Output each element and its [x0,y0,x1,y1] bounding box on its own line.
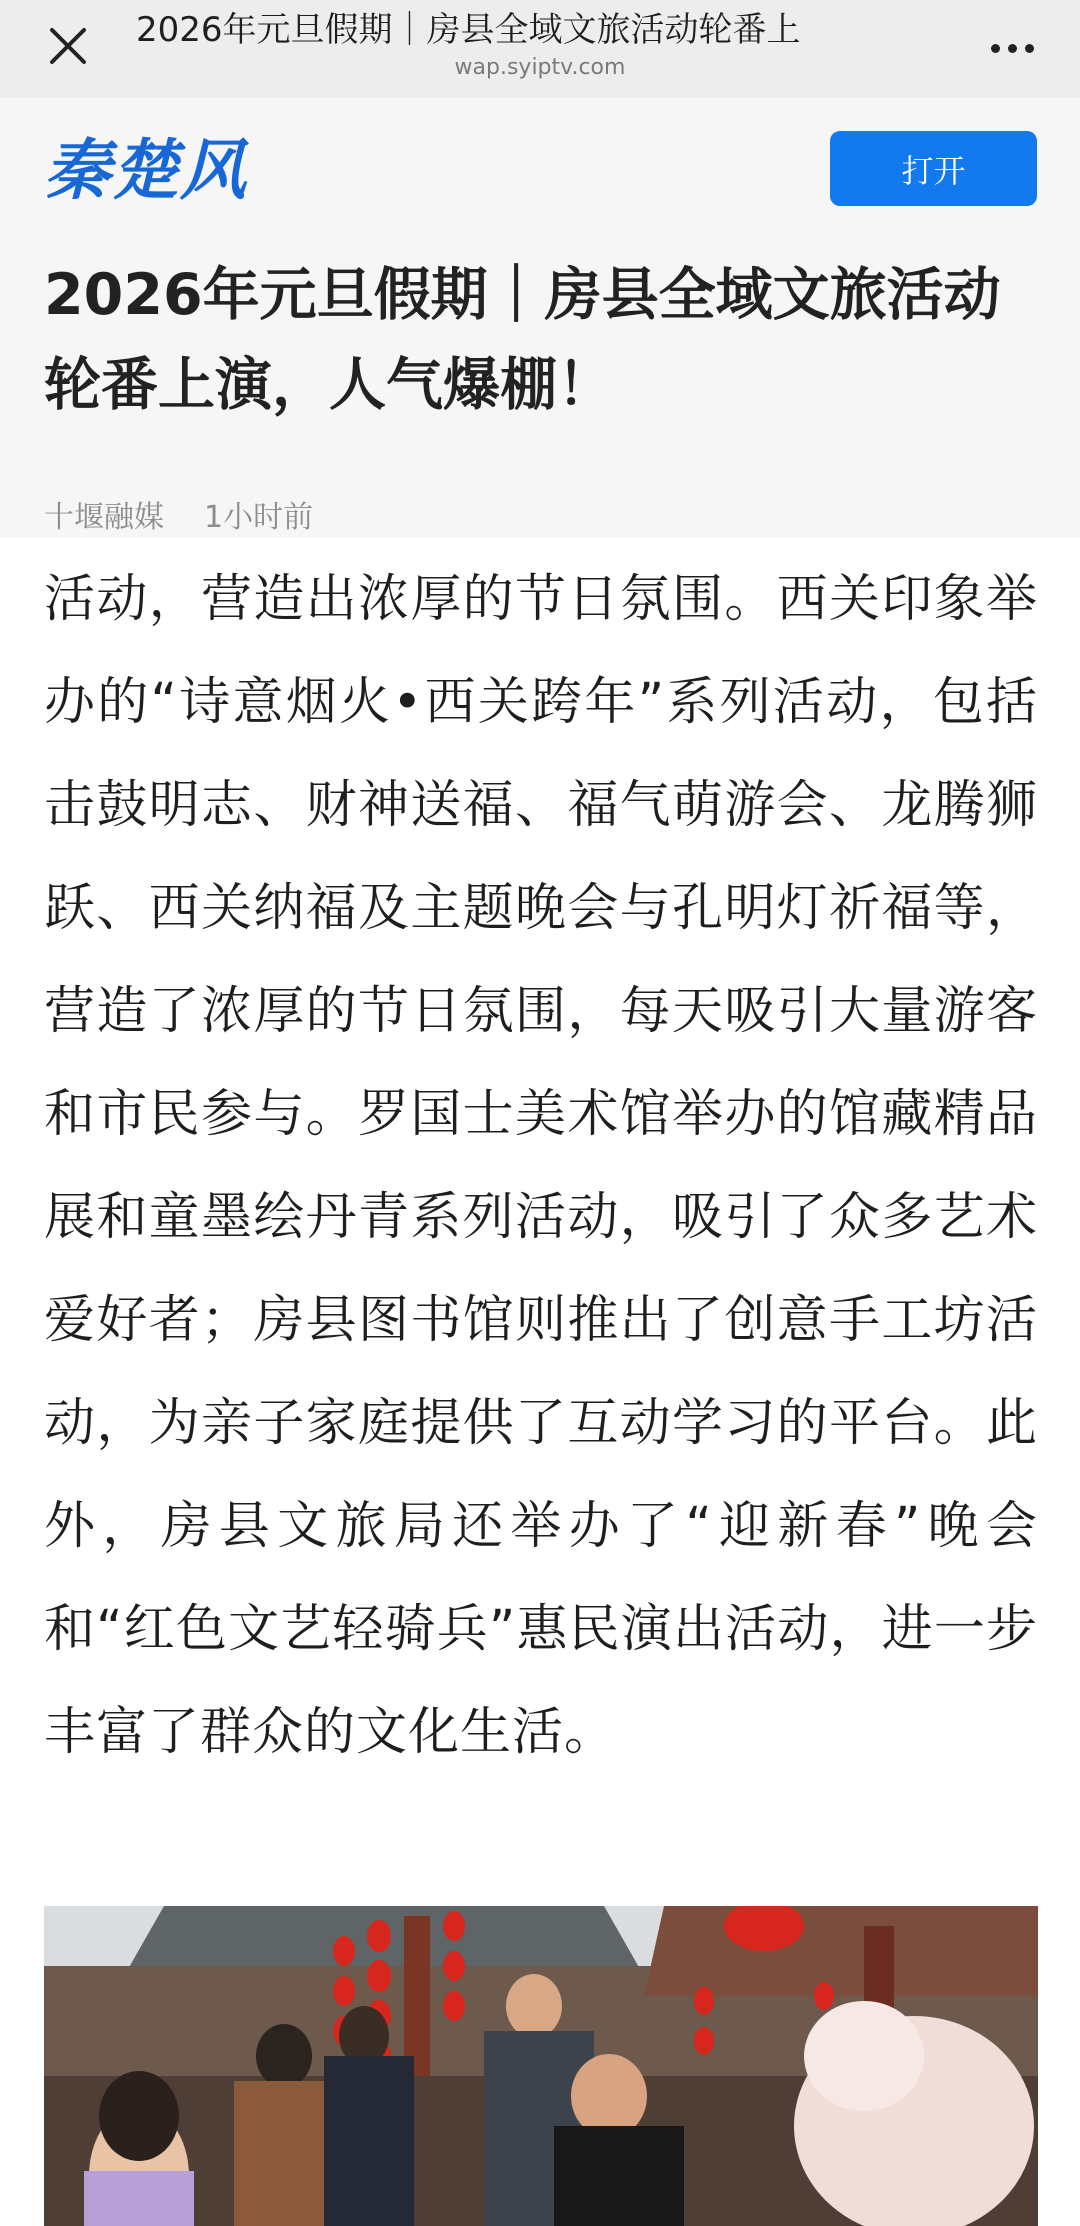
article-source: 十堰融媒 [44,500,164,535]
more-icon-dot [1008,44,1017,53]
more-button[interactable] [984,20,1040,76]
festival-crowd-image [44,1906,1038,2226]
page-url: wap.syiptv.com [454,55,626,80]
more-icon [991,44,1000,53]
browser-top-bar [0,0,1080,98]
article-body: 活动，营造出浓厚的节日氛围。西关印象举办的“诗意烟火•西关跨年”系列活动，包括击鼓明志、财神送福、福气萌游会、龙腾狮跃、西关纳福及主题晚会与孔明灯祈福等，营造了浓厚的节日氛围，每天吸引大量游客和市民参与。罗国士美术馆举办的馆藏精品展和童墨绘丹青系列活动，吸引了众多艺术爱好者；房县图书馆则推出了创意手工坊活动，为亲子家庭提供了互动学习的平台。此外，房县文旅局还举办了“迎新春”晚会和“红色文艺轻骑兵”惠民演出活动，进一步丰富了群众的文化生活。 [44,570,1038,1762]
article-headline: 2026年元旦假期｜房县全域文旅活动轮番上演，人气爆棚！ [44,262,1001,418]
article-meta [44,492,313,536]
page-title [136,8,941,52]
page-title-text: 2026年元旦假期｜房县全域文旅活动轮番上 [136,10,801,50]
title-fade [901,8,941,52]
app-logo: 秦楚风 [44,131,248,209]
more-icon-dot [1025,44,1034,53]
article-photo[interactable] [44,1906,1038,2226]
open-app-button[interactable]: 打开 [830,131,1037,206]
article-time: 1小时前 [204,500,314,535]
